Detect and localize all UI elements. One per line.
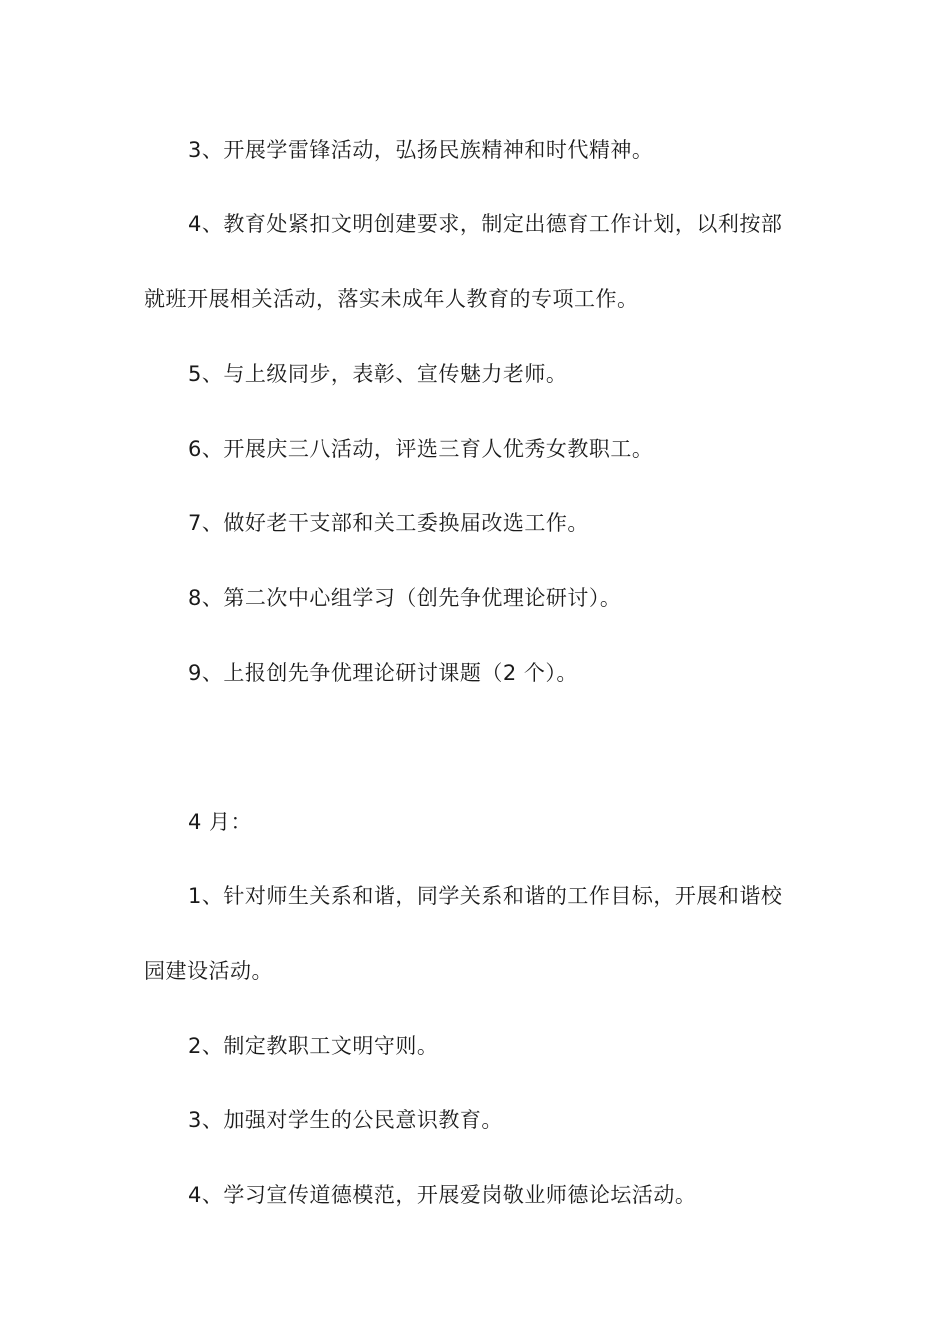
paragraph-line: 3、开展学雷锋活动，弘扬民族精神和时代精神。 <box>188 138 654 162</box>
paragraph-line-continuation: 就班开展相关活动，落实未成年人教育的专项工作。 <box>144 287 639 311</box>
paragraph-line: 2、制定教职工文明守则。 <box>188 1034 439 1058</box>
paragraph-line: 7、做好老干支部和关工委换届改选工作。 <box>188 511 589 535</box>
paragraph-line: 5、与上级同步，表彰、宣传魅力老师。 <box>188 362 568 386</box>
paragraph-line: 3、加强对学生的公民意识教育。 <box>188 1108 503 1132</box>
paragraph-line: 4、教育处紧扣文明创建要求，制定出德育工作计划，以利按部 <box>188 212 783 236</box>
paragraph-line: 1、针对师生关系和谐，同学关系和谐的工作目标，开展和谐校 <box>188 884 783 908</box>
paragraph-line: 9、上报创先争优理论研讨课题（2 个）。 <box>188 661 578 685</box>
section-heading-april: 4 月： <box>188 810 253 834</box>
paragraph-line: 4、学习宣传道德模范，开展爱岗敬业师德论坛活动。 <box>188 1183 697 1207</box>
paragraph-line: 8、第二次中心组学习（创先争优理论研讨）。 <box>188 586 622 610</box>
paragraph-line: 6、开展庆三八活动，评选三育人优秀女教职工。 <box>188 437 654 461</box>
paragraph-line-continuation: 园建设活动。 <box>144 959 273 983</box>
